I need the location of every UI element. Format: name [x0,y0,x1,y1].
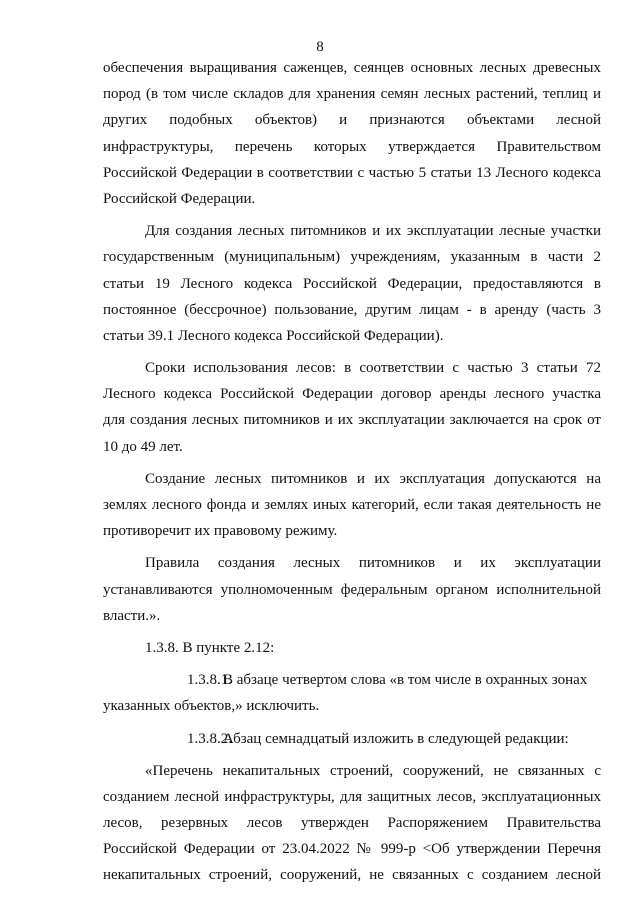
text-line: Создание лесных питомников и их эксплуатация допускаются на [145,470,601,487]
text-line: Для создания лесных питомников и их эксплуатации лесные участки [145,223,601,240]
text-line: В абзаце четвертом слова «в том числе в охранных зонах [223,672,588,689]
text-line: указанных объектов,» исключить. [103,698,320,715]
text-line: некапитальных строений, сооружений, не связанных с созданием лесной [103,867,601,884]
text-line: власти.». [103,607,161,624]
text-line: противоречит их правовому режиму. [103,523,338,540]
subsection-number: 1.3.8.2. [187,730,232,747]
text-line: постоянное (бессрочное) пользование, другим лицам - в аренду (часть 3 [103,301,601,318]
text-line: статьи 39.1 Лесного кодекса Российской Федерации). [103,327,444,344]
subsection-line [103,726,601,752]
text-line: Абзац семнадцатый изложить в следующей редакции: [223,730,569,747]
subsection-line [103,667,601,693]
text-line: 10 до 49 лет. [103,438,183,455]
text-line: для создания лесных питомников и их эксплуатации заключается на срок от [103,412,601,429]
text-line: государственным (муниципальным) учреждениям, указанным в части 2 [103,249,601,266]
section-heading: 1.3.8. В пункте 2.12: [145,639,275,656]
text-line: Сроки использования лесов: в соответствии с частью 3 статьи 72 [145,360,601,377]
text-line: обеспечения выращивания саженцев, сеянцев основных лесных древесных [103,60,601,76]
text-line: созданием лесной инфраструктуры, для защитных лесов, эксплуатационных [103,788,601,805]
text-line: статьи 19 Лесного кодекса Российской Федерации, предоставляются в [103,275,601,292]
text-line: Российской Федерации от 23.04.2022 № 999-р <Об утверждении Перечня [103,841,601,858]
text-line: Российской Федерации. [103,190,256,207]
subsection-number: 1.3.8.1. [187,672,232,689]
text-line: устанавливаются уполномоченным федеральным органом исполнительной [103,581,601,598]
text-line: землях лесного фонда и землях иных категорий, если такая деятельность не [103,497,601,513]
text-line: Российской Федерации в соответствии с частью 5 статьи 13 Лесного кодекса [103,164,601,181]
page-number: 8 [316,39,324,55]
text-line: Правила создания лесных питомников и их эксплуатации [145,555,601,572]
text-line: пород (в том числе складов для хранения семян лесных растений, теплиц и [103,86,601,103]
text-line: «Перечень некапитальных строений, сооружений, не связанных с [145,762,601,779]
text-line: лесов, резервных лесов утвержден Распоряжением Правительства [103,815,601,832]
text-line: инфраструктуры, перечень которых утверждается Правительством [103,138,601,155]
text-line: других подобных объектов) и признаются объектами лесной [103,112,601,129]
document-body [103,55,601,889]
text-line: Лесного кодекса Российской Федерации договор аренды лесного участка [103,386,601,403]
